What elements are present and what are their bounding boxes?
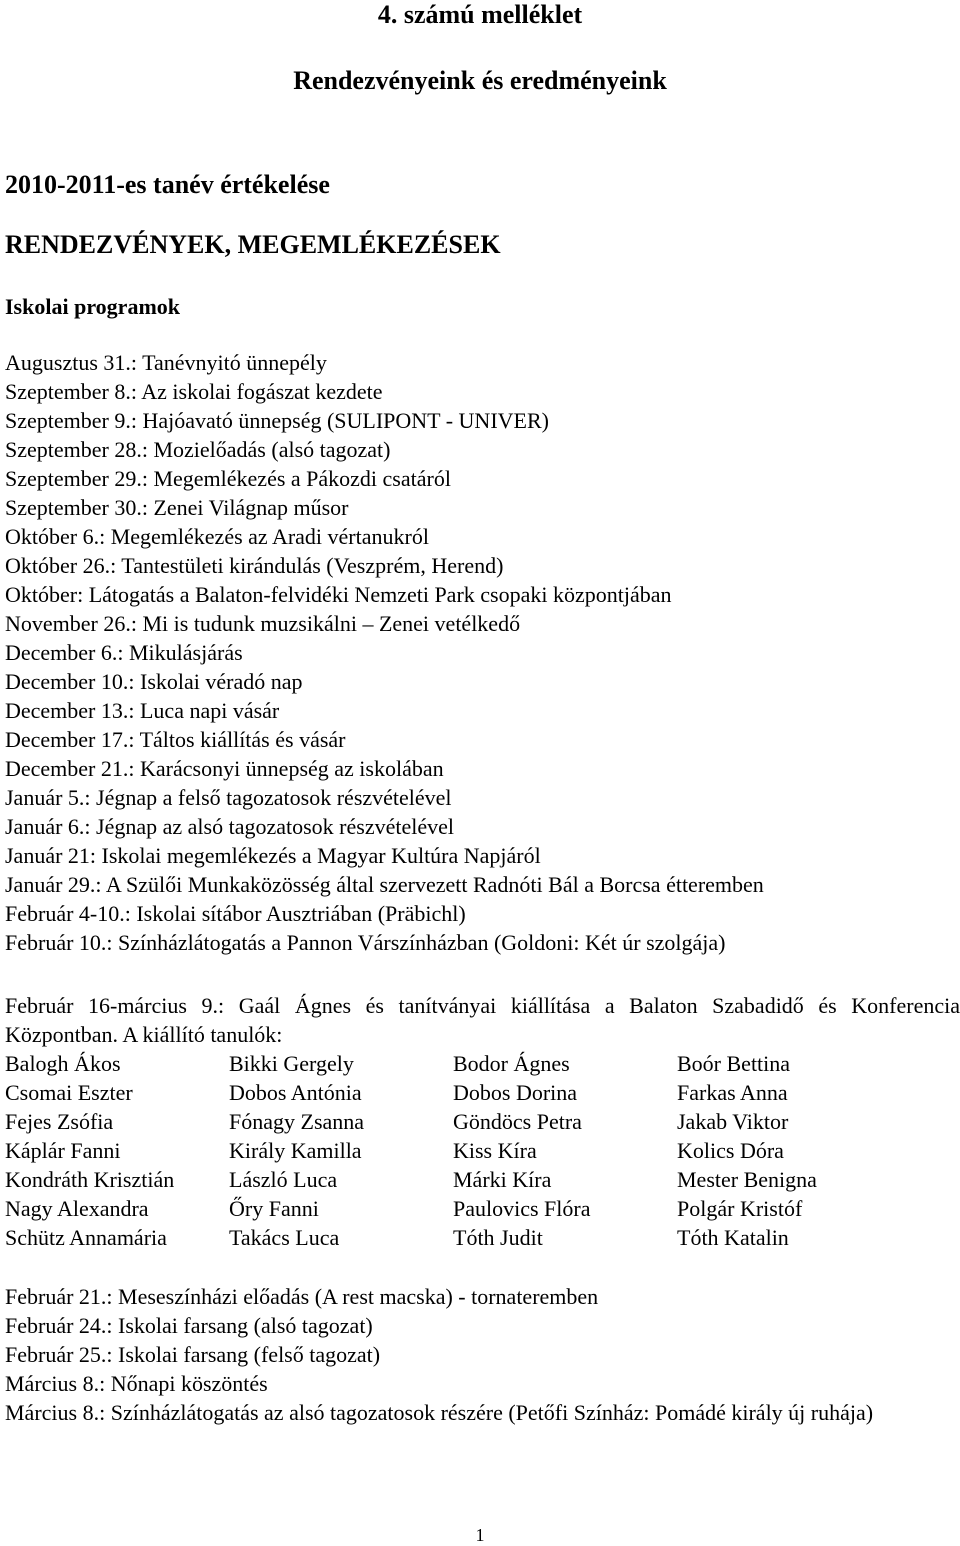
student-name: Paulovics Flóra	[453, 1196, 591, 1221]
student-name: Jakab Viktor	[677, 1109, 789, 1134]
event-item: Október: Látogatás a Balaton-felvidéki Nemzeti Park csopaki központjában	[5, 582, 672, 607]
event-item: Szeptember 29.: Megemlékezés a Pákozdi csatáról	[5, 466, 451, 491]
event-list-continued	[5, 1282, 598, 1398]
student-name: Schütz Annamária	[5, 1225, 167, 1250]
student-name: Mester Benigna	[677, 1167, 817, 1192]
event-item: December 21.: Karácsonyi ünnepség az iskolában	[5, 756, 444, 781]
student-name: Tóth Katalin	[677, 1225, 789, 1250]
event-item: Február 25.: Iskolai farsang (felső tagozat)	[5, 1342, 381, 1367]
event-item: Február 21.: Meseszínházi előadás (A rest macska) - tornateremben	[5, 1284, 599, 1309]
student-name: Tóth Judit	[453, 1225, 543, 1250]
student-name: Káplár Fanni	[5, 1138, 121, 1163]
event-item: Március 8.: Nőnapi köszöntés	[5, 1371, 268, 1396]
student-row	[5, 1107, 901, 1136]
event-list	[5, 348, 764, 957]
event-item: Január 5.: Jégnap a felső tagozatosok részvételével	[5, 785, 452, 810]
event-item: December 17.: Táltos kiállítás és vásár	[5, 727, 346, 752]
student-name: Bodor Ágnes	[453, 1051, 570, 1076]
event-item: Szeptember 9.: Hajóavató ünnepség (SULIPONT - UNIVER)	[5, 408, 549, 433]
event-item: December 6.: Mikulásjárás	[5, 640, 243, 665]
student-row	[5, 1136, 901, 1165]
student-row	[5, 1223, 901, 1252]
event-item: Január 6.: Jégnap az alsó tagozatosok részvételével	[5, 814, 454, 839]
student-name: Farkas Anna	[677, 1080, 788, 1105]
student-name: Márki Kíra	[453, 1167, 552, 1192]
last-event-paragraph: Március 8.: Színházlátogatás az alsó tagozatosok részére (Petőfi Színház: Pomádé király új ruhája)	[5, 1400, 874, 1425]
subsection-heading: Iskolai programok	[5, 294, 181, 319]
student-row	[5, 1049, 901, 1078]
section-heading: RENDEZVÉNYEK, MEGEMLÉKEZÉSEK	[5, 230, 501, 259]
event-item: Február 4-10.: Iskolai sítábor Ausztriában (Präbichl)	[5, 901, 466, 926]
student-name: Balogh Ákos	[5, 1051, 121, 1076]
student-name: Göndöcs Petra	[453, 1109, 582, 1134]
student-name: Dobos Antónia	[229, 1080, 362, 1105]
student-name: Nagy Alexandra	[5, 1196, 149, 1221]
student-row	[5, 1078, 901, 1107]
event-item: Augusztus 31.: Tanévnyitó ünnepély	[5, 350, 327, 375]
student-name: Fejes Zsófia	[5, 1109, 114, 1134]
event-item: Szeptember 8.: Az iskolai fogászat kezdete	[5, 379, 383, 404]
student-table	[5, 1049, 901, 1252]
student-row	[5, 1194, 901, 1223]
student-name: Takács Luca	[229, 1225, 340, 1250]
event-item: November 26.: Mi is tudunk muzsikálni – Zenei vetélkedő	[5, 611, 521, 636]
event-item: Január 21: Iskolai megemlékezés a Magyar Kultúra Napjáról	[5, 843, 541, 868]
main-title: Rendezvényeink és eredményeink	[293, 66, 667, 95]
event-item: Szeptember 28.: Mozielőadás (alsó tagozat)	[5, 437, 391, 462]
event-item: December 10.: Iskolai véradó nap	[5, 669, 303, 694]
student-name: Dobos Dorina	[453, 1080, 578, 1105]
event-item: Február 10.: Színházlátogatás a Pannon Várszínházban (Goldoni: Két úr szolgája)	[5, 930, 726, 955]
event-item: December 13.: Luca napi vásár	[5, 698, 280, 723]
event-item: Október 6.: Megemlékezés az Aradi vértanukról	[5, 524, 429, 549]
student-name: Csomai Eszter	[5, 1080, 133, 1105]
student-name: Király Kamilla	[229, 1138, 362, 1163]
student-name: Őry Fanni	[229, 1196, 319, 1221]
student-name: Kondráth Krisztián	[5, 1167, 175, 1192]
event-item: Október 26.: Tantestületi kirándulás (Veszprém, Herend)	[5, 553, 504, 578]
annex-title: 4. számú melléklet	[377, 0, 583, 29]
year-heading: 2010-2011-es tanév értékelése	[5, 170, 330, 199]
student-name: Fónagy Zsanna	[229, 1109, 365, 1134]
student-name: László Luca	[229, 1167, 338, 1192]
student-name: Kolics Dóra	[677, 1138, 784, 1163]
page-number: 1	[475, 1525, 485, 1545]
student-name: Bikki Gergely	[229, 1051, 354, 1076]
student-name: Boór Bettina	[677, 1051, 791, 1076]
event-item: Szeptember 30.: Zenei Világnap műsor	[5, 495, 349, 520]
exhibition-paragraph: Február 16-március 9.: Gaál Ágnes és tanítványai kiállítása a Balaton Szabadidő és Konferencia Központban. A kiállító tanulók:	[5, 993, 960, 1047]
student-name: Kiss Kíra	[453, 1138, 537, 1163]
event-item: Január 29.: A Szülői Munkaközösség által szervezett Radnóti Bál a Borcsa étteremben	[5, 872, 764, 897]
student-row	[5, 1165, 901, 1194]
event-item: Február 24.: Iskolai farsang (alsó tagozat)	[5, 1313, 373, 1338]
student-name: Polgár Kristóf	[677, 1196, 803, 1221]
